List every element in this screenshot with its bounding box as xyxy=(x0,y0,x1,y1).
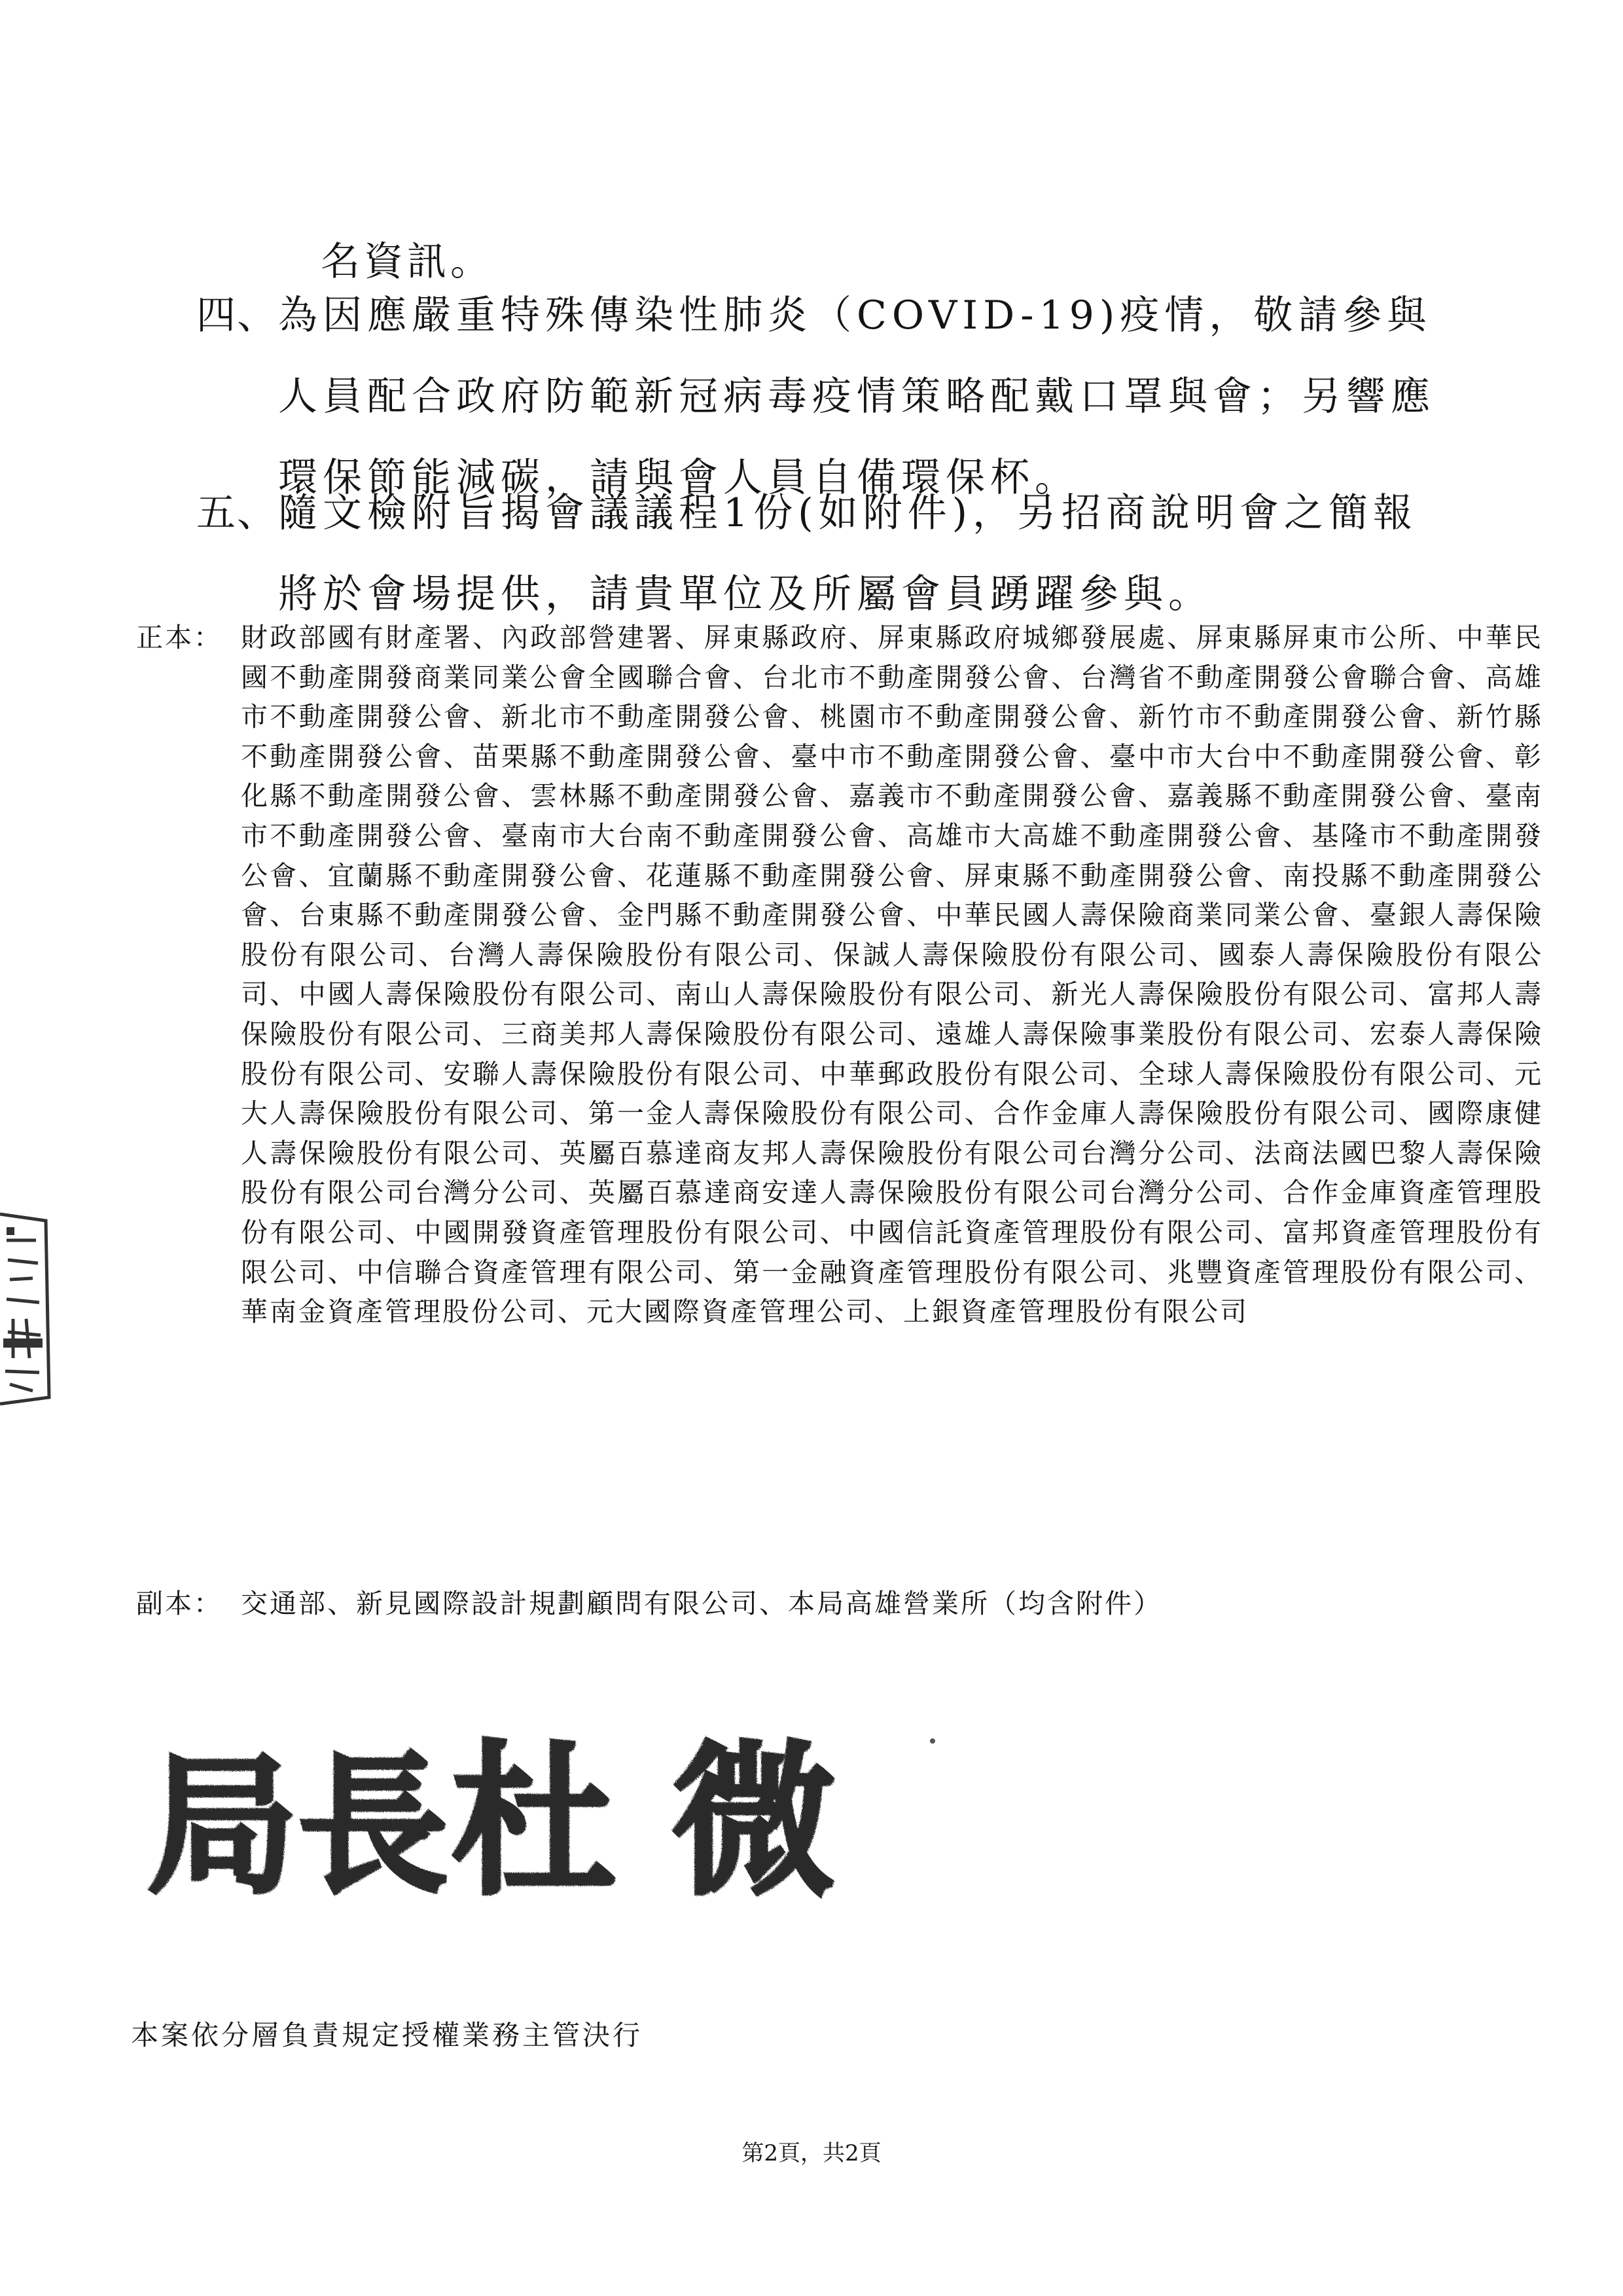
seal-stamp-fragment xyxy=(0,1201,65,1410)
recipients-main-label: 正本： xyxy=(136,622,223,653)
item-body: 為因應嚴重特殊傳染性肺炎（COVID-19)疫情，敬請參與人員配合政府防範新冠病毒疫情策略配戴口罩與會；另響應環保節能減碳，請與會人員自備環保杯。 xyxy=(278,293,1435,501)
signature-stamp xyxy=(144,1715,949,1911)
recipients-main-list: 財政部國有財產署、內政部營建署、屏東縣政府、屏東縣政府城鄉發展處、屏東縣屏東市公所、中華民國不動產開發商業同業公會全國聯合會、台北市不動產開發公會、台灣省不動產開發公會聯合會、高雄市不動產開發公會、新北市不動產開發公會、桃園市不動產開發公會、新竹市不動產開發公會、新竹縣不動產開發公會、苗栗縣不動產開發公會、臺中市不動產開發公會、臺中市大台中不動產開發公會、彰化縣不動產開發公會、雲林縣不動產開發公會、嘉義市不動產開發公會、嘉義縣不動產開發公會、臺南市不動產開發公會、臺南市大台南不動產開發公會、高雄市大高雄不動產開發公會、基隆市不動產開發公會、宜蘭縣不動產開發公會、花蓮縣不動產開發公會、屏東縣不動產開發公會、南投縣不動產開發公會、台東縣不動產開發公會、金門縣不動產開發公會、中華民國人壽保險商業同業公會、臺銀人壽保險股份有限公司、台灣人壽保險股份有限公司、保誠人壽保險股份有限公司、國泰人壽保險股份有限公司、中國人壽保險股份有限公司、南山人壽保險股份有限公司、新光人壽保險股份有限公司、富邦人壽保險股份有限公司、三商美邦人壽保險股份有限公司、遠雄人壽保險事業股份有限公司、宏泰人壽保險股份有限公司、安聯人壽保險股份有限公司、中華郵政股份有限公司、全球人壽保險股份有限公司、元大人壽保險股份有限公司、第一金人壽保險股份有限公司、合作金庫人壽保險股份有限公司、國際康健人壽保險股份有限公司、英屬百慕達商友邦人壽保險股份有限公司台灣分公司、法商法國巴黎人壽保險股份有限公司台灣分公司、英屬百慕達商安達人壽保險股份有限公司台灣分公司、合作金庫資產管理股份有限公司、中國開發資產管理股份有限公司、中國信託資產管理股份有限公司、富邦資產管理股份有限公司、中信聯合資產管理有限公司、第一金融資產管理股份有限公司、兆豐資產管理股份有限公司、華南金資產管理股份公司、元大國際資產管理公司、上銀資產管理股份有限公司 xyxy=(241,622,1543,1328)
item-marker: 五、 xyxy=(196,490,277,536)
page-number: 第2頁，共2頁 xyxy=(741,2140,882,2166)
carry-over-text: 名資訊。 xyxy=(321,239,493,285)
item-marker: 四、 xyxy=(196,293,277,338)
recipients-main xyxy=(136,618,1543,1332)
recipients-cc-label: 副本： xyxy=(136,1588,223,1619)
list-item-5 xyxy=(196,473,1440,635)
signature-title: 局長 xyxy=(147,1738,449,1911)
recipients-cc xyxy=(136,1584,1162,1624)
item-body: 隨文檢附旨揭會議議程1份(如附件)，另招商說明會之簡報將於會場提供，請貴單位及所屬會員踴躍參與。 xyxy=(278,490,1418,617)
recipients-cc-list: 交通部、新見國際設計規劃顧問有限公司、本局高雄營業所（均含附件） xyxy=(241,1588,1162,1619)
delegation-note: 本案依分層負責規定授權業務主管決行 xyxy=(131,2019,643,2051)
signature-name: 杜 微 xyxy=(452,1725,836,1911)
